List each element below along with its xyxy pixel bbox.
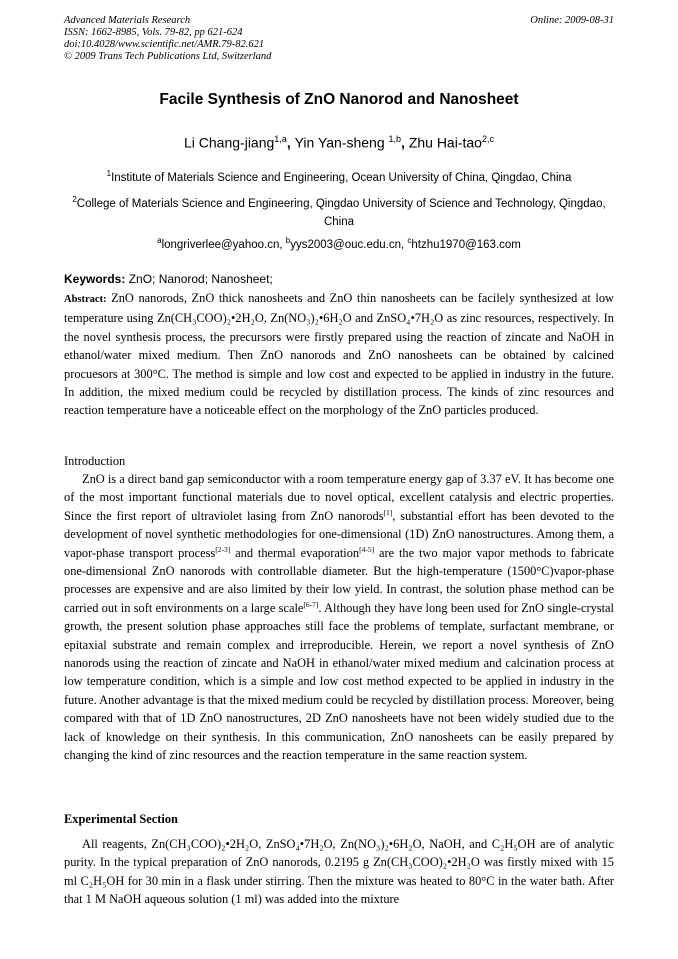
journal-doi: doi:10.4028/www.scientific.net/AMR.79-82.621 — [64, 39, 265, 50]
affiliation-text: Institute of Materials Science and Engineering, Ocean University of China, Qingdao, China — [111, 171, 572, 184]
citation: [1] — [383, 507, 393, 517]
online-date: Online: 2009-08-31 — [530, 15, 614, 26]
email: htzhu1970@163.com — [411, 238, 521, 251]
intro-text: and thermal evaporation — [230, 545, 360, 560]
email-mark: c — [407, 236, 412, 245]
author-affiliation-mark: 1,b — [388, 134, 402, 144]
email-mark: a — [157, 236, 162, 245]
author-affiliation-mark: 2,c — [481, 134, 494, 144]
intro-text: are the two major vapor methods to fabricate one-dimensional ZnO nanorods with controllable diameter. But the high-temperature (1500°C)vapor-phase processes are expensive and are also limited by their low yield. In contrast, the solution phase method can be carried out in soft environments on a large scale — [64, 545, 615, 615]
experimental-body — [64, 835, 614, 909]
citation: [6-7] — [303, 599, 319, 609]
intro-text: ZnO is a direct band gap semiconductor with a room temperature energy gap of 3.37 eV. It has become one of the most important functional materials due to novel optical, excellent catalysis and electric properties. Since the first report of ultraviolet lasing from ZnO nanorods — [64, 472, 614, 523]
email: yys2003@ouc.edu.cn, — [290, 238, 408, 251]
keywords-label: Keywords: — [64, 272, 126, 286]
experimental-heading: Experimental Section — [64, 812, 178, 826]
introduction-heading: Introduction — [64, 454, 126, 468]
author-name: Zhu Hai-tao — [408, 134, 482, 151]
journal-header — [64, 15, 271, 63]
affiliation-text: College of Materials Science and Engineering, Qingdao University of Science and Technology, Qingdao, China — [76, 197, 606, 228]
affiliation — [64, 191, 614, 231]
email-mark: b — [285, 236, 291, 245]
journal-issn: ISSN: 1662-8985, Vols. 79-82, pp 621-624 — [64, 27, 243, 38]
intro-text: , substantial effort has been devoted to the development of novel synthetic methodologies for one-dimensional (1D) ZnO nanostructures. Among them, a vapor-phase transport process — [64, 508, 614, 560]
abstract-label: Abstract: — [64, 294, 107, 305]
journal-name: Advanced Materials Research — [64, 15, 191, 26]
author-affiliation-mark: 1,a — [274, 134, 287, 144]
paper-title: Facile Synthesis of ZnO Nanorod and Nanosheet — [159, 91, 519, 108]
email: longriverlee@yahoo.cn, — [161, 238, 286, 251]
keywords-text: ZnO; Nanorod; Nanosheet; — [125, 272, 273, 286]
citation: [4-5] — [359, 544, 375, 554]
experimental-text: All reagents, Zn(CH₃COO)₂•2H₂O, ZnSO₄•7H₂O, Zn(NO₃)₂•6H₂O, NaOH, and C₂H₅OH are of analytic purity. In the typical preparation of ZnO nanorods, 0.2195 g Zn(CH₃COO)₂•2H₂O was firstly mixed with 15 ml C₂H₅OH for 30 min in a flask under stirring. Then the mixture was heated to 80°C in the water bath. After that 1 M NaOH aqueous solution (1 ml) was added into the mixture — [64, 837, 614, 907]
journal-copyright: © 2009 Trans Tech Publications Ltd, Switzerland — [64, 51, 272, 62]
abstract-text: ZnO nanorods, ZnO thick nanosheets and ZnO thin nanosheets can be facilely synthesized at low temperature using Zn(CH₃COO)₂•2H₂O, Zn(NO₃)₂•6H₂O and ZnSO₄•7H₂O as zinc resources, respectively. In the novel synthesis process, the precursors were firstly prepared using the reaction of zincate and NaOH in ethanol/water mixed medium. Then ZnO nanorods and ZnO nanosheets can be obtained by calcined procuesors at 300°C. The method is simple and low cost and expected to be applied in industry in the future. In addition, the mixed medium could be recycled by distillation process. The kinds of zinc resources and reaction temperature have a noticeable effect on the morphology of the ZnO particles produced. — [64, 291, 614, 418]
email-list — [64, 232, 614, 254]
keywords — [64, 271, 273, 288]
author-name: Yin Yan-sheng — [294, 134, 389, 151]
affiliation-mark: 1 — [106, 169, 112, 178]
author-name: Li Chang-jiang — [184, 134, 275, 151]
abstract — [64, 289, 614, 420]
citation: [2-3] — [215, 544, 231, 554]
introduction-body — [64, 470, 614, 765]
intro-text: . Although they have long been used for ZnO single-crystal growth, the present solution phase approaches still face the problems of template, surfactant membrane, or epitaxial substrate and remain complex and irreproducible. Herein, we report a novel synthesis of ZnO nanorods using the reaction of zincate and NaOH in ethanol/water mixed medium and calcination process at low temperature condition, which is a simple and low cost method expected to be applied in industry in the future. Another advantage is that the mixed medium could be recycled by distillation process. Moreover, being compared with that of 1D ZnO nanostructures, 2D ZnO nanosheets have not been widely studied due to the lack of knowledge on their synthesis. In this communication, ZnO nanosheets can be easily prepared by changing the kind of zinc resources and the reaction temperature in the same reaction system. — [64, 600, 614, 763]
author-list: Li Chang-jiang$^{1,a}$, Yin Yan-sheng $^{1,b}$, Zhu Hai-tao$^{2,c}$ — [184, 134, 494, 151]
affiliation-mark: 2 — [72, 195, 77, 204]
affiliation — [64, 165, 614, 187]
